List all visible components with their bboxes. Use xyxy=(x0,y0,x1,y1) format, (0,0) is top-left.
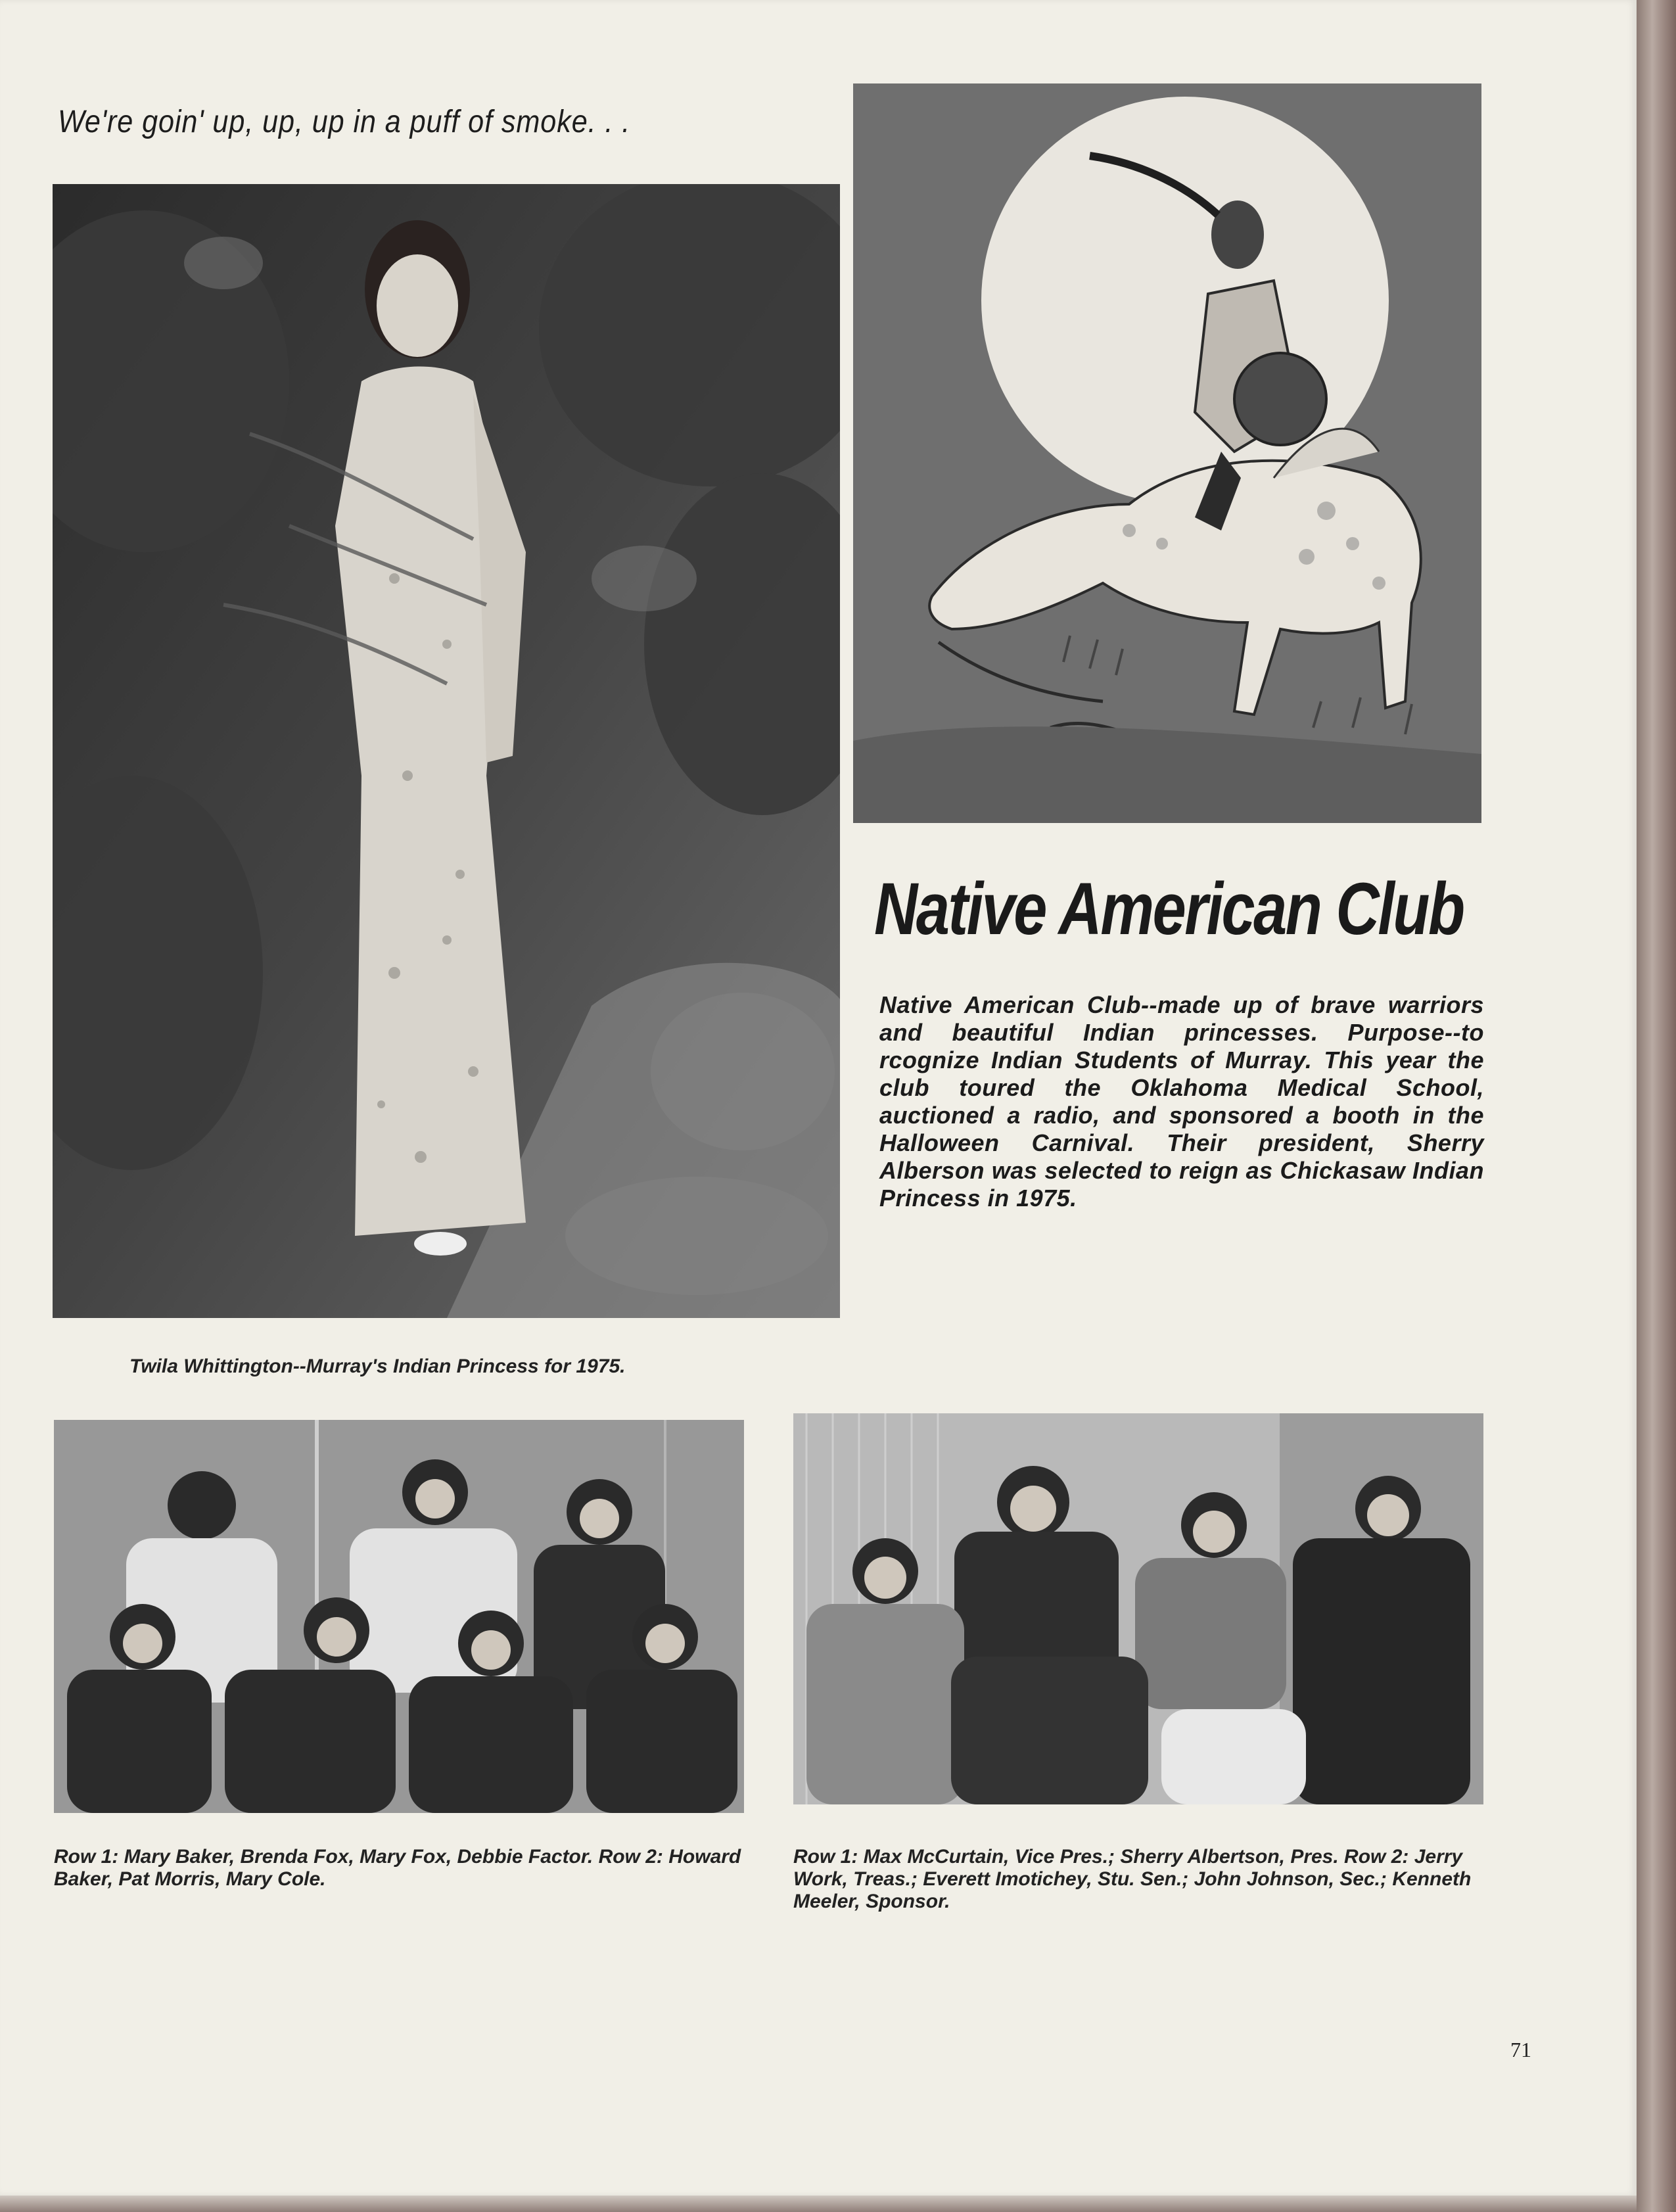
page-number: 71 xyxy=(1510,2038,1531,2061)
group-photo-left xyxy=(54,1420,744,1813)
princess-photo xyxy=(53,184,840,1318)
rider-artwork xyxy=(853,83,1481,823)
left-group-caption: Row 1: Mary Baker, Brenda Fox, Mary Fox, Debbie Factor. Row 2: Howard Baker, Pat Morris, Mary Cole. xyxy=(54,1846,741,1890)
princess-caption: Twila Whittington--Murray's Indian Princess for 1975. xyxy=(129,1355,626,1377)
group-photo-right xyxy=(793,1413,1483,1804)
page-bottom-edge xyxy=(0,2196,1637,2212)
tagline: We're goin' up, up, up in a puff of smoke. . . xyxy=(58,105,631,139)
book-binding-edge xyxy=(1637,0,1676,2212)
right-group-caption: Row 1: Max McCurtain, Vice Pres.; Sherry Albertson, Pres. Row 2: Jerry Work, Treas.; Everett Imotichey, Stu. Sen.; John Johnson, Sec.; Kenneth Meeler, Sponsor. xyxy=(793,1846,1472,1912)
club-title: Native American Club xyxy=(874,868,1464,950)
club-description: Native American Club--made up of brave warriors and beautiful Indian princesses. Purpose--to rcognize Indian Students of Murray. This year the club toured the Oklahoma Medical School, auctioned a radio, and sponsored a booth in the Halloween Carnival. Their president, Sherry Alberson was selected to reign as Chickasaw Indian Princess in 1975. xyxy=(879,991,1484,1212)
